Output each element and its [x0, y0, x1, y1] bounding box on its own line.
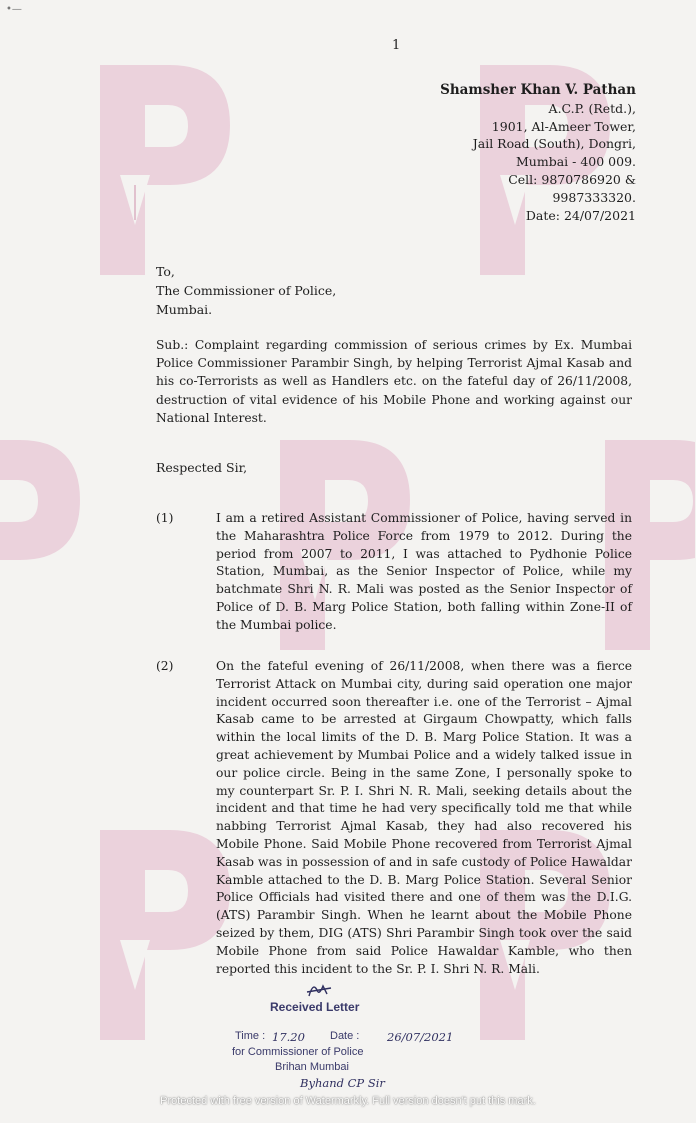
stamp-time-label: Time :	[235, 1030, 266, 1042]
paragraph	[156, 658, 632, 978]
recipient-line: The Commissioner of Police,	[156, 283, 337, 298]
salutation: Respected Sir,	[156, 460, 248, 475]
letter-date: Date: 24/07/2021	[525, 207, 636, 223]
stamp-for-line: for Commissioner of Police	[232, 1046, 364, 1058]
paragraph	[156, 510, 632, 635]
paragraph-text: On the fateful evening of 26/11/2008, when there was a fierce Terrorist Attack on Mumbai city, during said operation one major incident occurred soon thereafter i.e. one of the Terrorist – Ajmal Kasab came to be arrested at Girgaum Chowpatty, which falls within the local limits of the D. B. Marg Police Station. It was a great achievement by Mumbai Police and a widely talked issue in our police circle. Being in the same Zone, I personally spoke to my counterpart Sr. P. I. Shri N. R. Mali, seeking details about the incident and that time he had very specifically told me that while nabbing Terrorist Ajmal Kasab, they had also recovered his Mobile Phone. Said Mobile Phone recovered from Terrorist Ajmal Kasab was in possession of and in safe custody of Police Hawaldar Kamble attached to the D. B. Marg Police Station. Several Senior Police Officials had visited there and one of them was the D.I.G. (ATS) Parambir Singh. When he learnt about the Mobile Phone seized by them, DIG (ATS) Shri Parambir Singh took over the said Mobile Phone from said Police Hawaldar Kamble, who then reported this incident to the Sr. P. I. Shri N. R. Mali.	[216, 659, 632, 976]
paragraph-number: (2)	[156, 659, 174, 673]
sender-line: Mumbai - 400 009.	[516, 154, 636, 170]
page-number: 1	[392, 38, 401, 53]
stamp-city-line: Brihan Mumbai	[275, 1061, 349, 1073]
recipient-block	[156, 262, 336, 319]
watermark-logo-icon	[0, 430, 90, 660]
recipient-line: Mumbai.	[156, 302, 213, 317]
sender-line: A.C.P. (Retd.),	[548, 100, 636, 116]
watermark-banner: Protected with free version of Watermarkly. Full version doesn't put this mark.	[160, 1095, 536, 1107]
sender-name: Shamsher Khan V. Pathan	[440, 82, 636, 98]
handwritten-time: 17.20	[272, 1030, 305, 1044]
sender-line: Jail Road (South), Dongri,	[472, 136, 636, 152]
stamp-date-label: Date :	[330, 1030, 360, 1042]
subject-line: Sub.: Complaint regarding commission of serious crimes by Ex. Mumbai Police Commissioner Parambir Singh, by helping Terrorist Ajmal Kasab and his co-Terrorists as well as Handlers etc. on the fateful day of 26/11/2008, destruction of vital evidence of his Mobile Phone and working against our National Interest.	[156, 338, 632, 425]
watermark-logo-icon	[90, 55, 240, 285]
stamp-title: Received Letter	[270, 1000, 360, 1014]
sender-line: Cell: 9870786920 &	[508, 171, 636, 187]
corner-mark: •—	[6, 4, 22, 15]
handwritten-date: 26/07/2021	[387, 1030, 454, 1044]
sender-address-block	[440, 82, 636, 224]
sender-line: 1901, Al-Ameer Tower,	[491, 118, 636, 134]
handwritten-byhand-note: Byhand CP Sir	[300, 1076, 385, 1090]
recipient-line: To,	[156, 264, 175, 279]
sender-line: 9987333320.	[552, 189, 636, 205]
paragraph-number: (1)	[156, 511, 174, 525]
paragraph-text: I am a retired Assistant Commissioner of Police, having served in the Maharashtra Police Force from 1979 to 2012. During the period from 2007 to 2011, I was attached to Pydhonie Police Station, Mumbai, as the Senior Inspector of Police, while my batchmate Shri N. R. Mali was posted as the Senior Inspector of Police of D. B. Marg Police Station, both falling within Zone-II of the Mumbai police.	[216, 511, 632, 632]
